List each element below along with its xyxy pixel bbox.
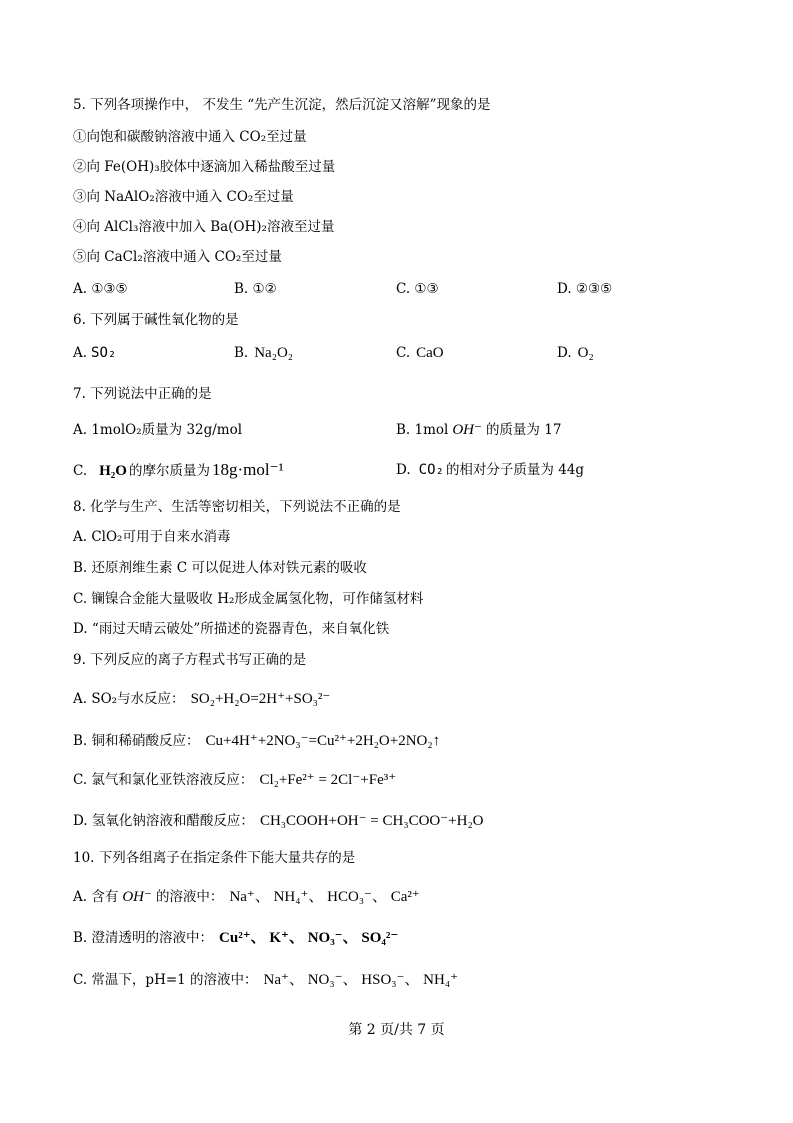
q10-option-a-mid: 的溶液中： (155, 889, 224, 905)
q9-option-a (73, 690, 330, 708)
q5-option-c: C. ①③ (396, 281, 439, 297)
q9-option-c-equation: Cl₂+Fe²⁺ = 2Cl⁻+Fe³⁺ (259, 772, 397, 788)
q6-option-b (234, 344, 293, 362)
q7-option-b-suffix: 的质量为 17 (485, 422, 562, 438)
q6-option-a (73, 344, 116, 362)
q5-item-3: ③向 NaAlO₂溶液中通入 CO₂至过量 (73, 189, 294, 205)
q7-option-d-label: D. (396, 462, 411, 478)
q7-option-b-formula: OH⁻ (452, 422, 482, 438)
q7-option-c-value: 18g·mol⁻¹ (211, 460, 284, 479)
q6-option-d-formula: O₂ (577, 345, 594, 361)
q7-option-b-prefix: B. 1mol (396, 422, 449, 438)
q9-option-a-text: A. SO₂与水反应： (73, 691, 185, 707)
q5-option-b: B. ①② (234, 281, 277, 297)
q9-option-b-equation: Cu+4H⁺+2NO₃⁻=Cu²⁺+2H₂O+2NO₂↑ (205, 733, 441, 749)
page-footer: 第 2 页/共 7 页 (348, 1022, 445, 1038)
q8-option-a: A. ClO₂可用于自来水消毒 (73, 529, 231, 545)
q7-option-d-suffix: 的相对分子质量为 44g (445, 462, 585, 478)
q5-stem: 5. 下列各项操作中， 不发生 “先产生沉淀，然后沉淀又溶解”现象的是 (73, 97, 491, 113)
q9-option-a-equation: SO₂+H₂O=2H⁺+SO₃²⁻ (190, 691, 331, 707)
q10-option-c-text: C. 常温下，pH=1 的溶液中： (73, 972, 258, 988)
q9-option-c (73, 771, 396, 789)
q5-item-2: ②向 Fe(OH)₃胶体中逐滴加入稀盐酸至过量 (73, 159, 336, 175)
q6-option-b-formula: Na₂O₂ (254, 345, 294, 361)
q7-option-d-formula: CO₂ (418, 462, 444, 478)
q6-option-c-label: C. (396, 345, 411, 361)
q9-option-d-equation: CH₃COOH+OH⁻ = CH₃COO⁻+H₂O (259, 813, 484, 829)
q8-option-b: B. 还原剂维生素 C 可以促进人体对铁元素的吸收 (73, 560, 367, 576)
q10-option-c (73, 971, 458, 989)
q7-option-a: A. 1molO₂质量为 32g/mol (73, 422, 243, 438)
q5-item-1: ①向饱和碳酸钠溶液中通入 CO₂至过量 (73, 129, 307, 145)
q7-option-c-formula: H₂O (99, 463, 127, 479)
q9-option-c-text: C. 氯气和氯化亚铁溶液反应： (73, 772, 254, 788)
q9-option-d-text: D. 氢氧化钠溶液和醋酸反应： (73, 813, 254, 829)
q10-option-a-formula: OH⁻ (122, 889, 152, 905)
q6-option-a-label: A. (73, 345, 88, 361)
q10-option-a-ions: Na⁺、 NH₄⁺、 HCO₃⁻、 Ca²⁺ (229, 889, 420, 905)
q7-option-d (396, 461, 584, 479)
q9-stem: 9. 下列反应的离子方程式书写正确的是 (73, 652, 307, 668)
q8-option-d: D. “雨过天晴云破处”所描述的瓷器青色，来自氧化铁 (73, 621, 390, 637)
q9-option-d (73, 812, 484, 830)
q10-option-c-ions: Na⁺、 NO₃⁻、 HSO₃⁻、 NH₄⁺ (263, 972, 458, 988)
q10-option-b (73, 929, 398, 947)
q6-option-d (557, 344, 594, 362)
q7-stem: 7. 下列说法中正确的是 (73, 386, 212, 402)
q6-option-b-label: B. (234, 345, 249, 361)
q9-option-b (73, 732, 440, 750)
q6-stem: 6. 下列属于碱性氧化物的是 (73, 312, 239, 328)
q8-option-c: C. 镧镍合金能大量吸收 H₂形成金属氢化物，可作储氢材料 (73, 591, 424, 607)
q8-stem: 8. 化学与生产、生活等密切相关，下列说法不正确的是 (73, 499, 401, 515)
q6-option-d-label: D. (557, 345, 572, 361)
q5-option-d: D. ②③⑤ (557, 281, 613, 297)
q5-item-5: ⑤向 CaCl₂溶液中通入 CO₂至过量 (73, 249, 282, 265)
q5-option-a: A. ①③⑤ (73, 281, 128, 297)
q10-option-b-ions: Cu²⁺、 K⁺、 NO₃⁻、 SO₄²⁻ (219, 930, 399, 946)
q10-stem: 10. 下列各组离子在指定条件下能大量共存的是 (73, 850, 356, 866)
q6-option-a-formula: SO₂ (91, 345, 117, 361)
q10-option-a-prefix: A. 含有 (73, 889, 119, 905)
q10-option-a (73, 888, 420, 906)
q9-option-b-text: B. 铜和稀硝酸反应： (73, 733, 200, 749)
q7-option-b (396, 421, 561, 439)
q5-item-4: ④向 AlCl₃溶液中加入 Ba(OH)₂溶液至过量 (73, 219, 335, 235)
q7-option-c-mid: 的摩尔质量为 (128, 463, 210, 479)
q10-option-b-text: B. 澄清透明的溶液中： (73, 930, 214, 946)
q7-option-c (73, 461, 284, 480)
q6-option-c-formula: CaO (416, 345, 444, 361)
q7-option-c-label: C. (73, 463, 88, 479)
q6-option-c (396, 344, 444, 362)
